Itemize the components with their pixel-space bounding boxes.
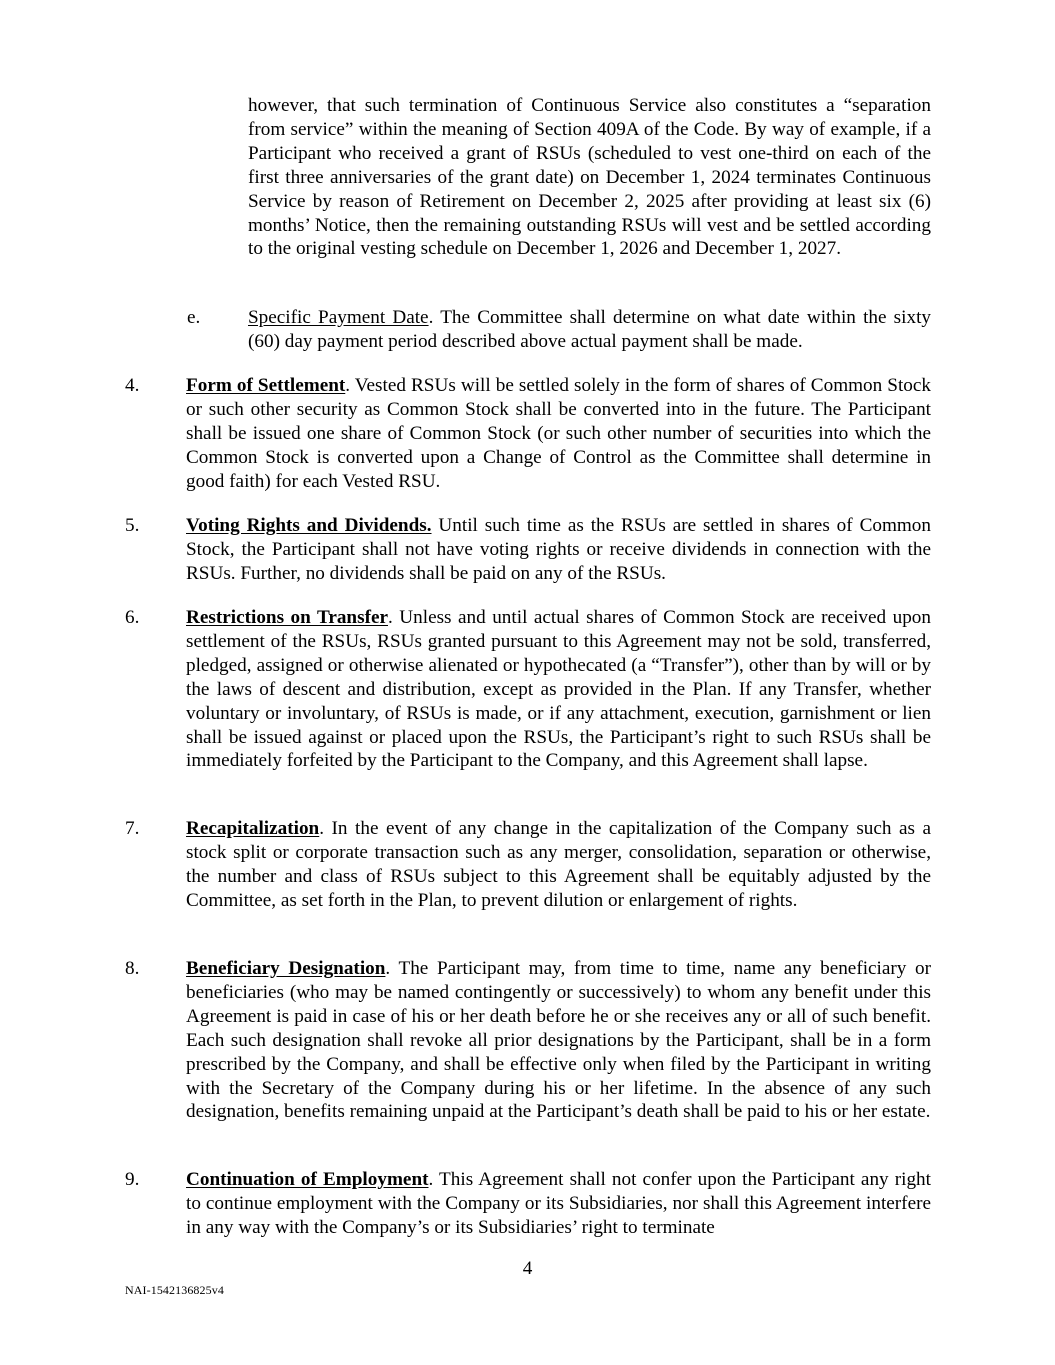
section-body: [186, 957, 931, 1124]
section-number: 9.: [125, 1169, 140, 1190]
section-body: [186, 817, 931, 913]
subsection-text: . The Committee shall determine on what date within the sixty (60) day payment period described above actual payment shall be made.: [248, 307, 931, 352]
section-body: [186, 374, 931, 494]
section-text: . Vested RSUs will be settled solely in the form of shares of Common Stock or such other security as Common Stock shall be converted into in the future. The Participant shall be issued one share of Common Stock (or such other number of securities into which the Common Stock is converted upon a Change of Control as the Committee shall determine in good faith) for each Vested RSU.: [186, 375, 931, 492]
section-heading: Recapitalization: [186, 818, 320, 839]
subsection-heading: Specific Payment Date: [248, 307, 429, 328]
section-heading: Form of Settlement: [186, 375, 346, 396]
section-heading: Voting Rights and Dividends.: [186, 515, 432, 536]
section-heading: Continuation of Employment: [186, 1169, 429, 1190]
section-text: . This Agreement shall not confer upon the Participant any right to continue employment with the Company or its Subsidiaries, nor shall this Agreement interfere in any way with the Company’s or its Subsidiaries’ right to terminate: [186, 1169, 931, 1238]
section-number: 6.: [125, 607, 140, 628]
section-number: 5.: [125, 515, 140, 536]
section-heading: Restrictions on Transfer: [186, 607, 388, 628]
section-body: [186, 514, 931, 586]
section-text: . The Participant may, from time to time, name any beneficiary or beneficiaries (who may be named contingently or successively) to whom any benefit under this Agreement is paid in case of his or her death before he or she receives any or all of such benefit. Each such designation shall revoke all prior designations by the Participant, shall be in a form prescribed by the Company, and shall be effective only when filed by the Participant in writing with the Secretary of the Company during his or her lifetime. In the absence of any such designation, benefits remaining unpaid at the Participant’s death shall be paid to his or her estate.: [186, 958, 931, 1123]
section-number: 4.: [125, 375, 140, 396]
section-text: . Unless and until actual shares of Common Stock are received upon settlement of the RSUs, RSUs granted pursuant to this Agreement may not be sold, transferred, pledged, assigned or otherwise alienated or hypothecated (a “Transfer”), other than by will or by the laws of descent and distribution, except as provided in the Plan. If any Transfer, whether voluntary or involuntary, of RSUs is made, or if any attachment, execution, garnishment or lien shall be issued against or placed upon the RSUs, the Participant’s right to such RSUs shall be immediately forfeited by the Participant to the Company, and this Agreement shall lapse.: [186, 607, 931, 772]
section-body: [186, 1168, 931, 1240]
document-id: NAI-1542136825v4: [125, 1283, 224, 1297]
section-body: [186, 606, 931, 773]
section-text: Until such time as the RSUs are settled in shares of Common Stock, the Participant shall not have voting rights or receive dividends in connection with the RSUs. Further, no dividends shall be paid on any of the RSUs.: [186, 515, 931, 584]
continuation-paragraph: however, that such termination of Continuous Service also constitutes a “separation from service” within the meaning of Section 409A of the Code. By way of example, if a Participant who received a grant of RSUs (scheduled to vest one-third on each of the first three anniversaries of the grant date) on December 1, 2024 terminates Continuous Service by reason of Retirement on December 2, 2025 after providing at least six (6) months’ Notice, then the remaining outstanding RSUs will vest and be settled according to the original vesting schedule on December 1, 2026 and December 1, 2027.: [248, 95, 931, 260]
subsection-marker: e.: [187, 307, 201, 328]
page-number: 4: [522, 1258, 533, 1279]
section-number: 7.: [125, 818, 140, 839]
subsection-body: [248, 306, 931, 354]
section-heading: Beneficiary Designation: [186, 958, 386, 979]
section-text: . In the event of any change in the capitalization of the Company such as a stock split or corporate transaction such as any merger, consolidation, separation or otherwise, the number and class of RSUs subject to this Agreement shall be equitably adjusted by the Committee, as set forth in the Plan, to prevent dilution or enlargement of rights.: [186, 818, 931, 911]
section-number: 8.: [125, 958, 140, 979]
